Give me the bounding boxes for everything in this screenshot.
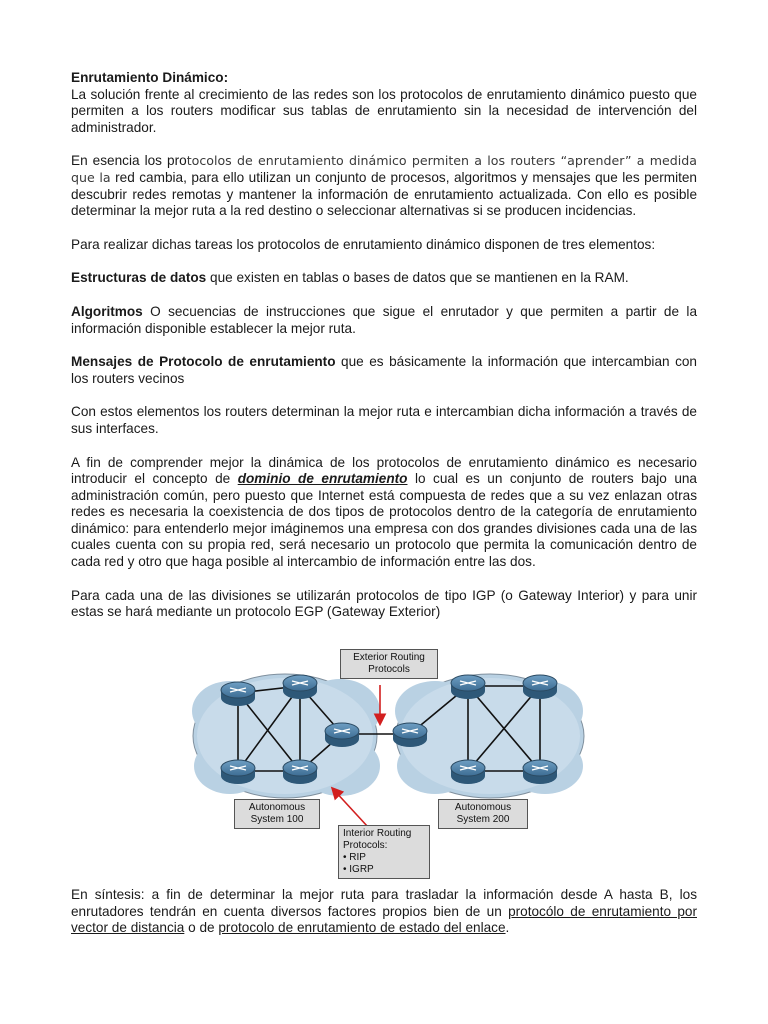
paragraph-essence [71,153,697,219]
paragraph-routing-domain [71,455,697,571]
routing-diagram [190,641,586,885]
router-icon [451,760,485,784]
section-heading: Enrutamiento Dinámico: [71,70,229,85]
as100-label-line2 [239,814,315,826]
link-distance-vector[interactable]: protocólo de enrutamiento por vector de distancia [71,903,697,936]
algorithms-term: Algoritmos [71,303,143,319]
router-icon [393,723,427,747]
as200-callout [438,799,528,829]
messages-text: que es básicamente la información que intercambian con los routers vecinos [71,354,697,386]
interior-routing-callout [338,825,430,879]
paragraph-igp-egp: Para cada una de las divisiones se utilizarán protocolos de tipo IGP (o Gateway Interior) y para unir estas se hará mediante un protocolo EGP (Gateway Exterior) [71,587,697,620]
essence-start: En esencia los pro [71,153,187,169]
paragraph-elements-summary: Con estos elementos los routers determinan la mejor ruta e intercambian dicha información a través de sus interfaces. [71,404,697,436]
exterior-label-line1: Exterior Routing [353,652,425,663]
conclusion-block [71,887,697,937]
paragraph-algorithms [71,304,697,337]
router-icon [283,760,317,784]
router-icon [221,760,255,784]
router-icon [451,675,485,699]
as200-label-line1: Autonomous [454,802,512,813]
interior-item-igrp: • IGRP [343,864,374,875]
router-icon [523,760,557,784]
as200-label-line2: System 200 [456,814,510,825]
router-icon [325,723,359,747]
as100-callout [234,799,320,829]
routing-domain-start: A fin de comprender mejor la dinámica de los protocolos de enrutamiento dinámico es necesario introducir el concepto de [71,454,697,487]
interior-label-line2: Protocols: [343,840,388,851]
router-icon [523,675,557,699]
paragraph-data-structures [71,270,697,287]
paragraph-conclusion [71,887,697,937]
link-link-state[interactable]: protocolo de enrutamiento de estado del enlace [218,920,506,936]
conclusion-start: En síntesis: a fin de determinar la mejor ruta para trasladar la información desde A hasta B, los enrutadores tendrán en cuenta diversos factores propios bien de un [71,887,697,919]
exterior-routing-callout [340,649,438,679]
as100-label-line1: Autonomous [248,802,306,813]
exterior-label-line2: Protocols [368,664,410,675]
interior-item-rip: • RIP [343,852,366,863]
interior-label-line1: Interior Routing [343,828,412,839]
paragraph-intro: La solución frente al crecimiento de las redes son los protocolos de enrutamiento dinámico puesto que permiten a los routers modificar sus tablas de enrutamiento sin la necesidad de intervención del administrador. [71,86,697,135]
router-icon [283,675,317,699]
paragraph-elements-intro: Para realizar dichas tareas los protocolos de enrutamiento dinámico disponen de tres elementos: [71,236,656,252]
essence-rest: red cambia, para ello utilizan un conjunto de procesos, algoritmos y mensajes que les permiten descubrir redes remotas y mantener la información de enrutamiento actualizada. Con ello es posible determinar la mejor ruta a la red destino o seleccionar alternativas si se producen incidencias. [71,169,697,219]
document-body [71,70,697,621]
conclusion-end: . [505,920,510,936]
router-icon [221,682,255,706]
algorithms-text: O secuencias de instrucciones que sigue el enrutador y que permiten a partir de la información disponible establecer la mejor ruta. [71,303,697,336]
essence-light-text: tocolos de enrutamiento dinámico permiten a los routers “aprender” a medida que la [71,153,697,185]
routing-domain-rest: lo cual es un conjunto de routers bajo una administración común, pero puesto que Internet está compuesta de redes que a su vez enlazan otras redes es necesaria la coexistencia de dos tipos de protocolos dentro de la categoría de enrutamiento dinámico: para entenderlo mejor imáginemos una empresa con dos grandes divisiones cada una de las cuales cuenta con su propia red, será necesario un protocolo que permita la comunicación dentro de cada red y otro que haga posible al intercambio de información entre las dos. [71,471,697,570]
as100-system: System 100 [250,814,304,825]
paragraph-messages [71,354,697,387]
conclusion-mid: o de [184,920,219,936]
data-structures-term: Estructuras de datos [71,270,207,286]
messages-term: Mensajes de Protocolo de enrutamiento [71,354,336,370]
routing-domain-term: dominio de enrutamiento [237,471,408,487]
data-structures-text: que existen en tablas o bases de datos que se mantienen en la RAM. [206,270,629,286]
